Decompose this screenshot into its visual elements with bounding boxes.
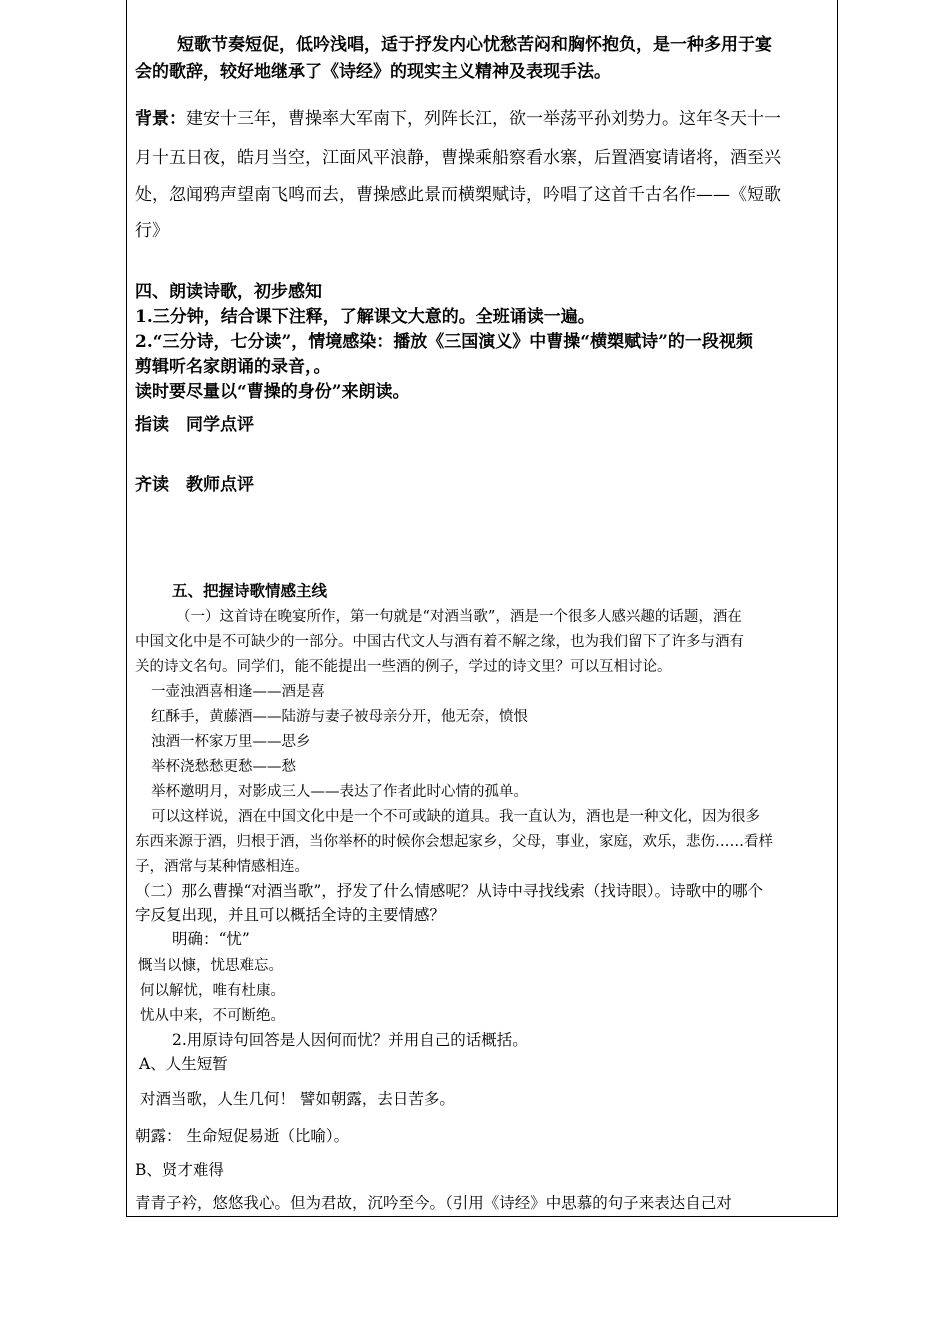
answer-line: 明确：“忧” [172, 930, 250, 948]
section5-p1-line-3: 关的诗文名句。同学们，能不能提出一些酒的例子，学过的诗文里？可以互相讨论。 [135, 659, 672, 675]
section5-p2-line-1: 可以这样说，酒在中国文化中是一个不可或缺的道具。我一直认为，酒也是一种文化，因为很多 [151, 809, 760, 825]
section5-p1-line-2: 中国文化中是不可缺少的一部分。中国古代文人与酒有着不解之缘，也为我们留下了许多与酒有 [135, 634, 744, 650]
background-line-4: 行》 [135, 221, 169, 241]
background-line-3: 处，忽闻鸦声望南飞鸣而去，曹操感此景而横槊赋诗，吟唱了这首千古名作——《短歌 [135, 185, 781, 205]
verse-line-1: 慨当以慷，忧思难忘。 [138, 958, 283, 974]
section4-item-2-line-2: 剪辑听名家朗诵的录音，。 [135, 357, 331, 377]
intro-line-2: 会的歌辞，较好地继承了《诗经》的现实主义精神及表现手法。 [135, 62, 611, 82]
example-line-5: 举杯邀明月，对影成三人——表达了作者此时心情的孤单。 [151, 784, 528, 800]
section5-p2-line-3: 子，酒常与某种情感相连。 [135, 859, 309, 875]
background-text-1: 建安十三年，曹操率大军南下，列阵长江，欲一举荡平孙刘势力。这年冬天十一 [186, 109, 781, 129]
point-b-quote: 青青子衿，悠悠我心。但为君故，沉吟至今。（引用《诗经》中思慕的句子来表达自己对 [135, 1194, 732, 1212]
section4-title: 四、朗读诗歌，初步感知 [135, 282, 322, 302]
question-3: 2.用原诗句回答是人因何而忧？并用自己的话概括。 [172, 1031, 528, 1049]
section5-p1-line-1: （一）这首诗在晚宴所作，第一句就是“对酒当歌”，酒是一个很多人感兴趣的话题，酒在 [176, 609, 742, 625]
point-b-title: B、贤才难得 [135, 1161, 224, 1179]
background-line-2: 月十五日夜，皓月当空，江面风平浪静，曹操乘船察看水寨，后置酒宴请诸将，酒至兴 [135, 148, 781, 168]
point-a-quote: 对酒当歌，人生几何！ 譬如朝露，去日苦多。 [140, 1090, 455, 1108]
section5-p2-line-2: 东西来源于酒，归根于酒，当你举杯的时候你会想起家乡，父母，事业，家庭，欢乐，悲伤……看样 [135, 834, 773, 850]
section4-note: 读时要尽量以“曹操的身份”来朗读。 [135, 382, 410, 402]
background-line-1 [135, 104, 781, 129]
section5-title: 五、把握诗歌情感主线 [172, 581, 328, 600]
point-a-note: 朝露： 生命短促易逝（比喻）。 [135, 1127, 350, 1145]
background-label: 背景： [135, 109, 186, 129]
section5-q2-line-1: （二）那么曹操“对酒当歌”，抒发了什么情感呢？从诗中寻找线索（找诗眼）。诗歌中的哪个 [135, 882, 764, 900]
section4-item-2-line-1: 2.“三分诗，七分读”，情境感染：播放《三国演义》中曹操“横槊赋诗”的一段视频 [135, 332, 753, 352]
verse-line-2: 何以解忧，唯有杜康。 [140, 983, 285, 999]
section4-guided-reading: 指读 同学点评 [135, 415, 254, 435]
point-a-title: A、人生短暂 [139, 1055, 228, 1073]
example-line-3: 浊酒一杯家万里——思乡 [151, 734, 311, 750]
section5-q2-line-2: 字反复出现，并且可以概括全诗的主要情感？ [135, 906, 446, 924]
section4-group-reading: 齐读 教师点评 [135, 475, 254, 495]
example-line-1: 一壶浊酒喜相逢——酒是喜 [151, 684, 325, 700]
verse-line-3: 忧从中来，不可断绝。 [140, 1008, 285, 1024]
example-line-2: 红酥手，黄藤酒——陆游与妻子被母亲分开，他无奈，愤恨 [151, 709, 528, 725]
section4-item-1: 1.三分钟，结合课下注释，了解课文大意的。全班诵读一遍。 [135, 307, 595, 327]
intro-line-1: 短歌节奏短促，低吟浅唱，适于抒发内心忧愁苦闷和胸怀抱负，是一种多用于宴 [177, 35, 772, 55]
example-line-4: 举杯浇愁愁更愁——愁 [151, 759, 296, 775]
